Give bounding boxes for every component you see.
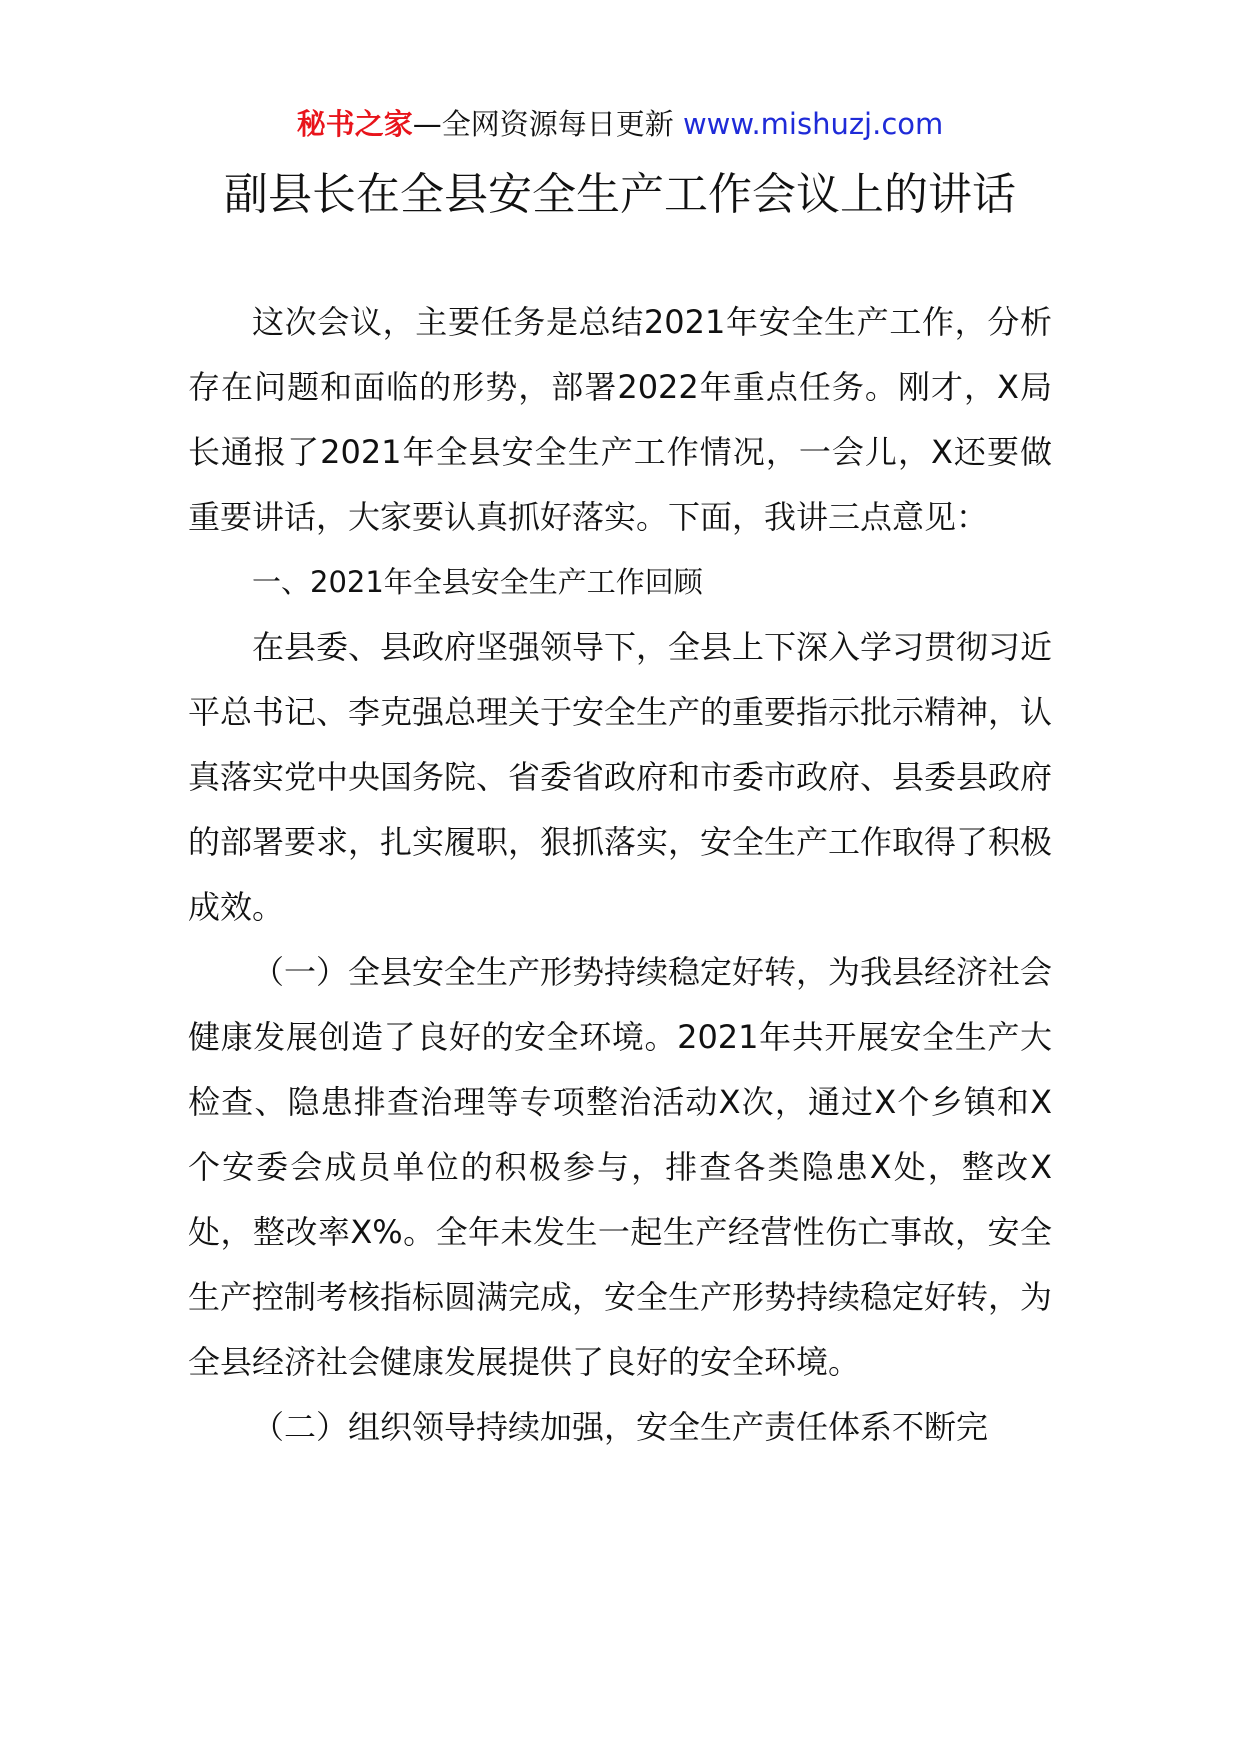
subsection-2-paragraph: （二）组织领导持续加强，安全生产责任体系不断完 (252, 1408, 989, 1446)
header-tagline: —全网资源每日更新 (412, 107, 683, 141)
site-url-link[interactable]: www.mishuzj.com (682, 107, 944, 141)
site-header (0, 104, 1240, 144)
document-body (188, 290, 1052, 1460)
section-heading-1: 一、2021年全县安全生产工作回顾 (252, 565, 703, 599)
brand-name: 秘书之家 (296, 107, 413, 141)
section-1-paragraph: 在县委、县政府坚强领导下，全县上下深入学习贯彻习近平总书记、李克强总理关于安全生产的重要指示批示精神，认真落实党中央国务院、省委省政府和市委市政府、县委县政府的部署要求，扎实履职，狠抓落实，安全生产工作取得了积极成效。 (188, 628, 1053, 926)
subsection-1-paragraph: （一）全县安全生产形势持续稳定好转，为我县经济社会健康发展创造了良好的安全环境。2021年共开展安全生产大检查、隐患排查治理等专项整治活动X次，通过X个乡镇和X个安委会成员单位的积极参与，排查各类隐患X处，整改X处，整改率X%。全年未发生一起生产经营性伤亡事故，安全生产控制考核指标圆满完成，安全生产形势持续稳定好转，为全县经济社会健康发展提供了良好的安全环境。 (188, 953, 1053, 1381)
intro-paragraph: 这次会议，主要任务是总结2021年安全生产工作，分析存在问题和面临的形势，部署2022年重点任务。刚才，X局长通报了2021年全县安全生产工作情况，一会儿，X还要做重要讲话，大家要认真抓好落实。下面，我讲三点意见： (188, 303, 1052, 536)
document-title: 副县长在全县安全生产工作会议上的讲话 (224, 169, 1016, 220)
